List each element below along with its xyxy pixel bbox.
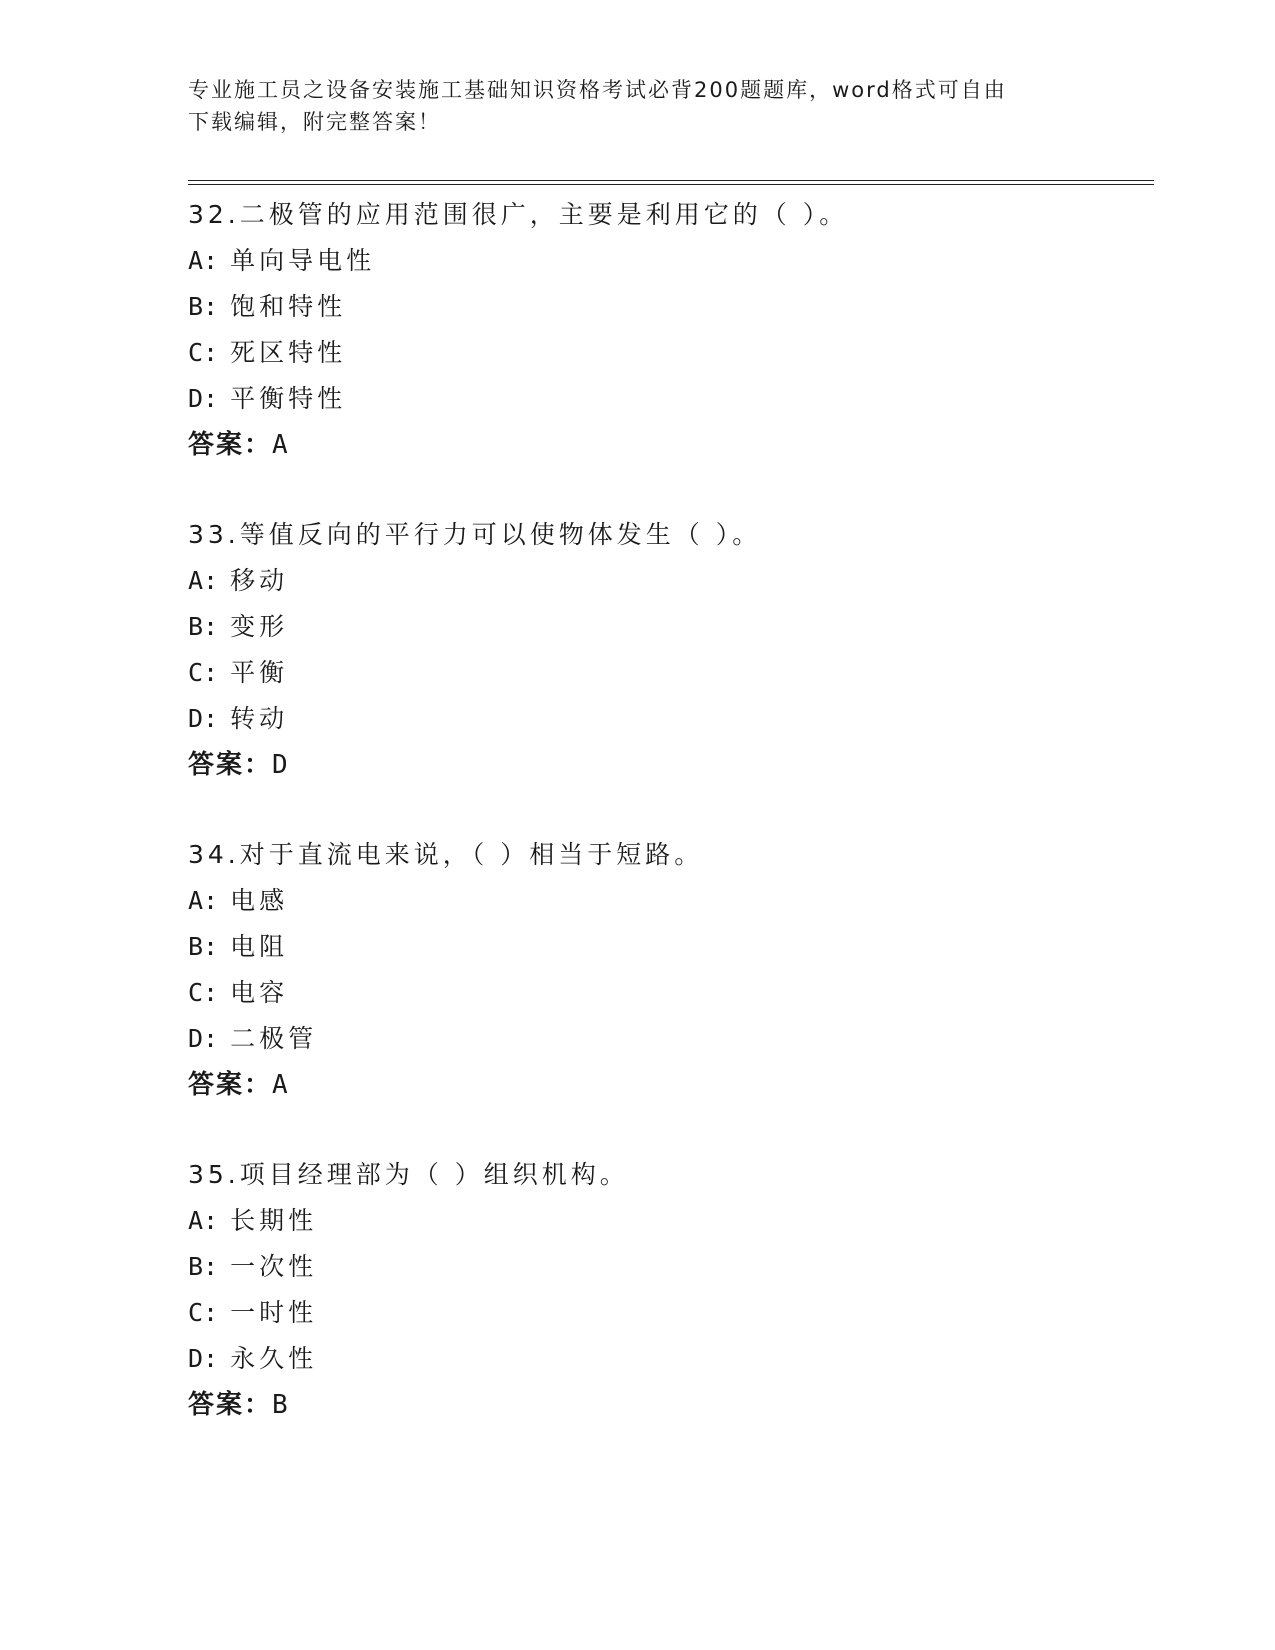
- option-key: C:: [188, 338, 219, 367]
- option-text: 一时性: [230, 1298, 318, 1327]
- option-c: [188, 1290, 1154, 1336]
- option-key: A:: [188, 566, 219, 595]
- answer-value: A: [272, 430, 288, 460]
- option-text: 死区特性: [230, 338, 347, 367]
- question-stem: 35.项目经理部为（ ）组织机构。: [188, 1160, 629, 1189]
- option-key: A:: [188, 886, 219, 915]
- question-35: [188, 1152, 1154, 1472]
- header-divider-top: [188, 180, 1154, 181]
- option-text: 平衡: [230, 658, 289, 687]
- option-key: A:: [188, 1206, 219, 1235]
- option-key: B:: [188, 1252, 219, 1281]
- option-d: [188, 1016, 1154, 1062]
- document-header: [188, 74, 1068, 138]
- question-list: [188, 192, 1154, 1472]
- option-text: 转动: [230, 704, 289, 733]
- answer-value: B: [272, 1390, 288, 1420]
- question-33: [188, 512, 1154, 832]
- option-key: B:: [188, 292, 219, 321]
- option-b: [188, 284, 1154, 330]
- question-34: [188, 832, 1154, 1152]
- header-line-1: 专业施工员之设备安装施工基础知识资格考试必背200题题库，word格式可自由: [188, 78, 1007, 102]
- answer-label: 答案：: [188, 750, 273, 780]
- option-key: B:: [188, 612, 219, 641]
- option-key: D:: [188, 1024, 219, 1053]
- option-text: 移动: [230, 566, 289, 595]
- option-d: [188, 1336, 1154, 1382]
- answer-label: 答案：: [188, 430, 273, 460]
- answer-value: A: [272, 1070, 288, 1100]
- option-key: A:: [188, 246, 219, 275]
- header-divider-bottom: [188, 184, 1154, 185]
- option-text: 一次性: [230, 1252, 318, 1281]
- option-b: [188, 604, 1154, 650]
- question-stem: 34.对于直流电来说，（ ）相当于短路。: [188, 840, 704, 869]
- option-a: [188, 238, 1154, 284]
- header-line-2: 下载编辑，附完整答案！: [188, 110, 441, 134]
- option-a: [188, 878, 1154, 924]
- option-d: [188, 376, 1154, 422]
- question-stem: 32.二极管的应用范围很广，主要是利用它的（ ）。: [188, 200, 849, 229]
- option-a: [188, 1198, 1154, 1244]
- question-stem: 33.等值反向的平行力可以使物体发生（ ）。: [188, 520, 762, 549]
- option-key: C:: [188, 658, 219, 687]
- option-text: 永久性: [230, 1344, 318, 1373]
- option-text: 电阻: [230, 932, 289, 961]
- option-key: D:: [188, 384, 219, 413]
- option-text: 变形: [230, 612, 289, 641]
- option-d: [188, 696, 1154, 742]
- answer: [188, 1382, 1154, 1428]
- question-32: [188, 192, 1154, 512]
- option-b: [188, 1244, 1154, 1290]
- option-text: 电感: [230, 886, 289, 915]
- option-text: 长期性: [230, 1206, 318, 1235]
- option-text: 单向导电性: [230, 246, 376, 275]
- option-c: [188, 330, 1154, 376]
- answer-label: 答案：: [188, 1390, 273, 1420]
- option-key: C:: [188, 1298, 219, 1327]
- option-c: [188, 970, 1154, 1016]
- option-c: [188, 650, 1154, 696]
- option-key: D:: [188, 704, 219, 733]
- option-key: B:: [188, 932, 219, 961]
- option-text: 电容: [230, 978, 289, 1007]
- answer-label: 答案：: [188, 1070, 273, 1100]
- option-a: [188, 558, 1154, 604]
- option-text: 饱和特性: [230, 292, 347, 321]
- option-text: 平衡特性: [230, 384, 347, 413]
- option-key: D:: [188, 1344, 219, 1373]
- answer: [188, 422, 1154, 468]
- option-text: 二极管: [230, 1024, 318, 1053]
- option-key: C:: [188, 978, 219, 1007]
- answer: [188, 742, 1154, 788]
- option-b: [188, 924, 1154, 970]
- answer-value: D: [272, 750, 288, 780]
- answer: [188, 1062, 1154, 1108]
